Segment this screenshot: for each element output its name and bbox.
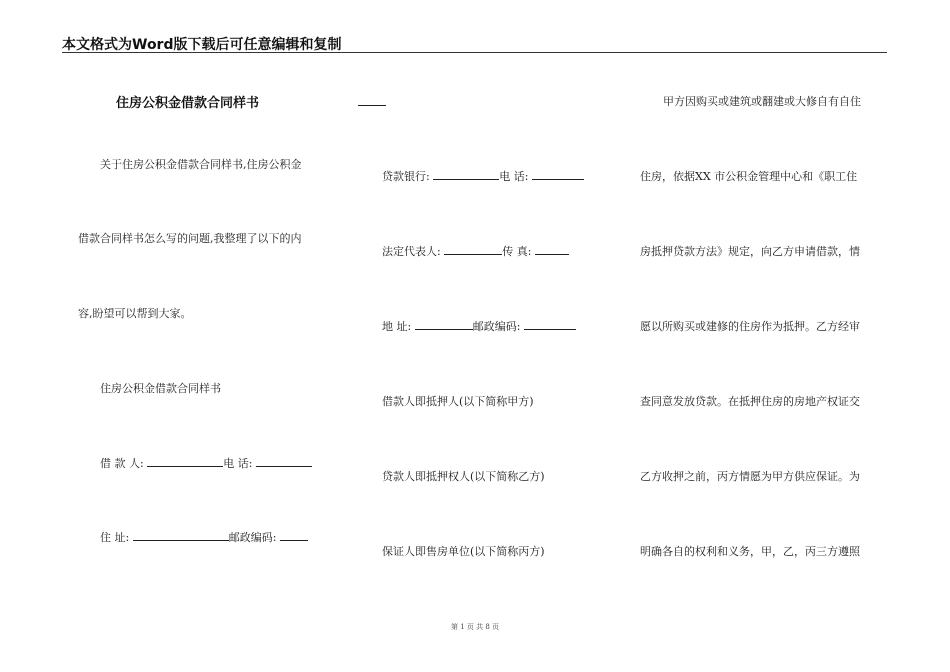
borrower-address-field[interactable] (133, 529, 229, 541)
document-title: 住房公积金借款合同样书 (116, 96, 260, 111)
body-line-3: 房抵押贷款方法》规定，向乙方申请借款，情 (640, 245, 860, 258)
borrower-postcode-label: 邮政编码: (228, 531, 277, 544)
borrower-address-label: 住 址: (100, 531, 130, 544)
bank-address-row (382, 318, 576, 334)
body-line-2: 住房，依据XX 市公积金管理中心和《职工住 (640, 170, 858, 183)
bank-address-field[interactable] (415, 318, 473, 330)
bank-address-label: 地 址: (382, 320, 412, 333)
bank-field[interactable] (433, 168, 499, 180)
legal-rep-field[interactable] (444, 243, 502, 255)
borrower-postcode-field[interactable] (280, 529, 308, 541)
body-line-1: 甲方因购买或建筑或翻建或大修自有自住 (663, 95, 861, 108)
borrower-phone-field[interactable] (256, 455, 312, 467)
body-line-4: 愿以所购买或建修的住房作为抵押。乙方经审 (640, 320, 860, 333)
intro-line-3: 容,盼望可以帮到大家。 (78, 307, 192, 320)
legal-rep-label: 法定代表人: (382, 245, 441, 258)
borrower-field[interactable] (147, 455, 223, 467)
bank-postcode-field[interactable] (524, 318, 576, 330)
rep-row (382, 243, 569, 259)
intro-line-1: 关于住房公积金借款合同样书,住房公积金 (100, 158, 302, 171)
title-blank-line (358, 105, 386, 106)
borrower-phone-label: 电 话: (223, 457, 253, 470)
bank-row (382, 168, 584, 184)
body-line-7: 明确各自的权利和义务，甲，乙，丙三方遵照 (640, 545, 860, 558)
party-b-line: 贷款人即抵押权人(以下简称乙方) (382, 470, 545, 483)
bank-label: 贷款银行: (382, 170, 430, 183)
page-number: 第 1 页 共 8 页 (450, 623, 500, 631)
borrower-address-row (100, 529, 308, 545)
body-line-6: 乙方收押之前，丙方情愿为甲方供应保证。为 (640, 470, 860, 483)
bank-phone-label: 电 话: (499, 170, 529, 183)
header-divider (62, 52, 887, 53)
intro-line-2: 借款合同样书怎么写的问题,我整理了以下的内 (78, 232, 302, 245)
contract-subtitle: 住房公积金借款合同样书 (100, 382, 221, 395)
borrower-row (100, 455, 312, 471)
party-c-line: 保证人即售房单位(以下简称丙方) (382, 545, 545, 558)
body-line-5: 查同意发放贷款。在抵押住房的房地产权证交 (640, 395, 860, 408)
bank-postcode-label: 邮政编码: (472, 320, 521, 333)
party-a-line: 借款人即抵押人(以下简称甲方) (382, 395, 534, 408)
document-header: 本文格式为Word版下载后可任意编辑和复制 (62, 37, 342, 53)
borrower-label: 借 款 人: (100, 457, 144, 470)
bank-phone-field[interactable] (532, 168, 584, 180)
fax-field[interactable] (535, 243, 569, 255)
fax-label: 传 真: (502, 245, 532, 258)
